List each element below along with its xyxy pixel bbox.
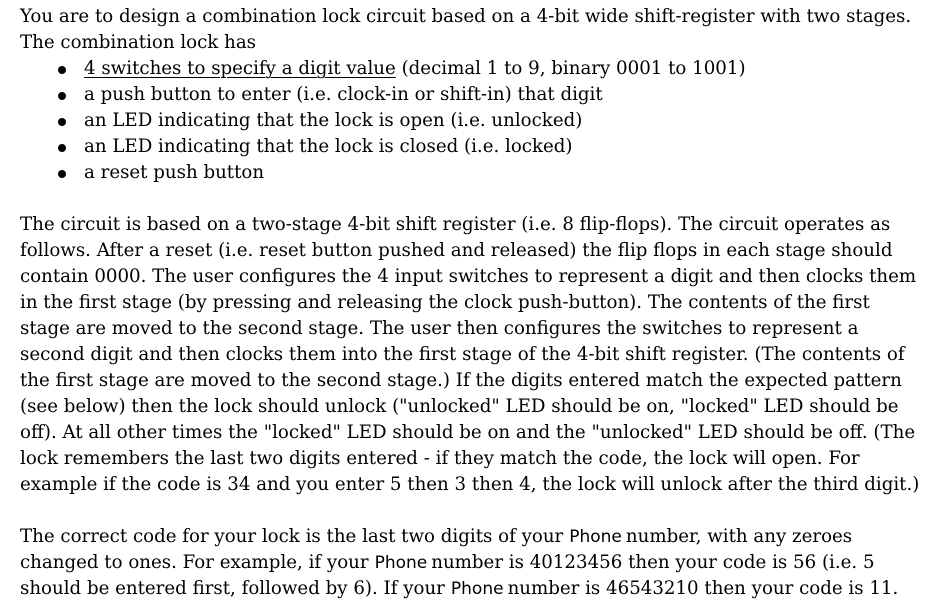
phone-field-label: Phone	[450, 579, 504, 599]
intro-line-2: The combination lock has	[20, 32, 257, 53]
list-item-text: a push button to enter (i.e. clock-in or shift-in) that digit	[84, 84, 603, 105]
feature-list	[20, 56, 925, 186]
code-text-part-1: The correct code for your lock is the last two digits of your	[20, 526, 564, 547]
list-item-text: (decimal 1 to 9, binary 0001 to 1001)	[395, 58, 746, 79]
list-item-text: an LED indicating that the lock is open (i.e. unlocked)	[84, 110, 583, 131]
circuit-description-paragraph: The circuit is based on a two-stage 4-bit shift register (i.e. 8 flip-flops). The circuit operates as follows. After a reset (i.e. reset button pushed and released) the flip flops in each stage should contain 0000. The user configures the 4 input switches to represent a digit and then clocks them in the first stage (by pressing and releasing the clock push-button). The contents of the first stage are moved to the second stage. The user then configures the switches to represent a second digit and then clocks them into the first stage of the 4-bit shift register. (The contents of the first stage are moved to the second stage.) If the digits entered match the expected pattern (see below) then the lock should unlock ("unlocked" LED should be on, "locked" LED should be off). At all other times the "locked" LED should be on and the "unlocked" LED should be off. (The lock remembers the last two digits entered - if they match the code, the lock will open. For example if the code is 34 and you enter 5 then 3 then 4, the lock will unlock after the third digit.)	[20, 214, 920, 495]
list-item-underlined-text: 4 switches to specify a digit value	[84, 58, 396, 79]
phone-field-label: Phone	[569, 527, 622, 547]
paragraph-spacer	[20, 186, 925, 212]
bullet-icon	[58, 118, 66, 126]
list-item	[20, 134, 925, 160]
list-item	[20, 56, 925, 82]
list-item-text: a reset push button	[84, 162, 265, 183]
code-instructions-paragraph	[20, 524, 925, 602]
intro-line-1: You are to design a combination lock circuit based on a 4-bit wide shift-register with two stages.	[20, 6, 912, 27]
list-item	[20, 160, 925, 186]
code-text-part-3: number is 40123456 then your code is 56 (i.e. 5 should be entered first, followed by 6). If your	[20, 552, 875, 599]
paragraph-spacer	[20, 498, 925, 524]
list-item-text: an LED indicating that the lock is closed (i.e. locked)	[84, 136, 573, 157]
bullet-icon	[58, 170, 66, 178]
bullet-icon	[58, 66, 66, 74]
phone-field-label: Phone	[374, 553, 428, 573]
code-text-part-4: number is 46543210 then your code is 11.	[507, 578, 899, 599]
bullet-icon	[58, 144, 66, 152]
code-text-part-2: number, with any zeroes changed to ones. For example, if your	[20, 526, 853, 573]
bullet-icon	[58, 92, 66, 100]
list-item	[20, 82, 925, 108]
list-item	[20, 108, 925, 134]
document-body	[20, 4, 925, 602]
